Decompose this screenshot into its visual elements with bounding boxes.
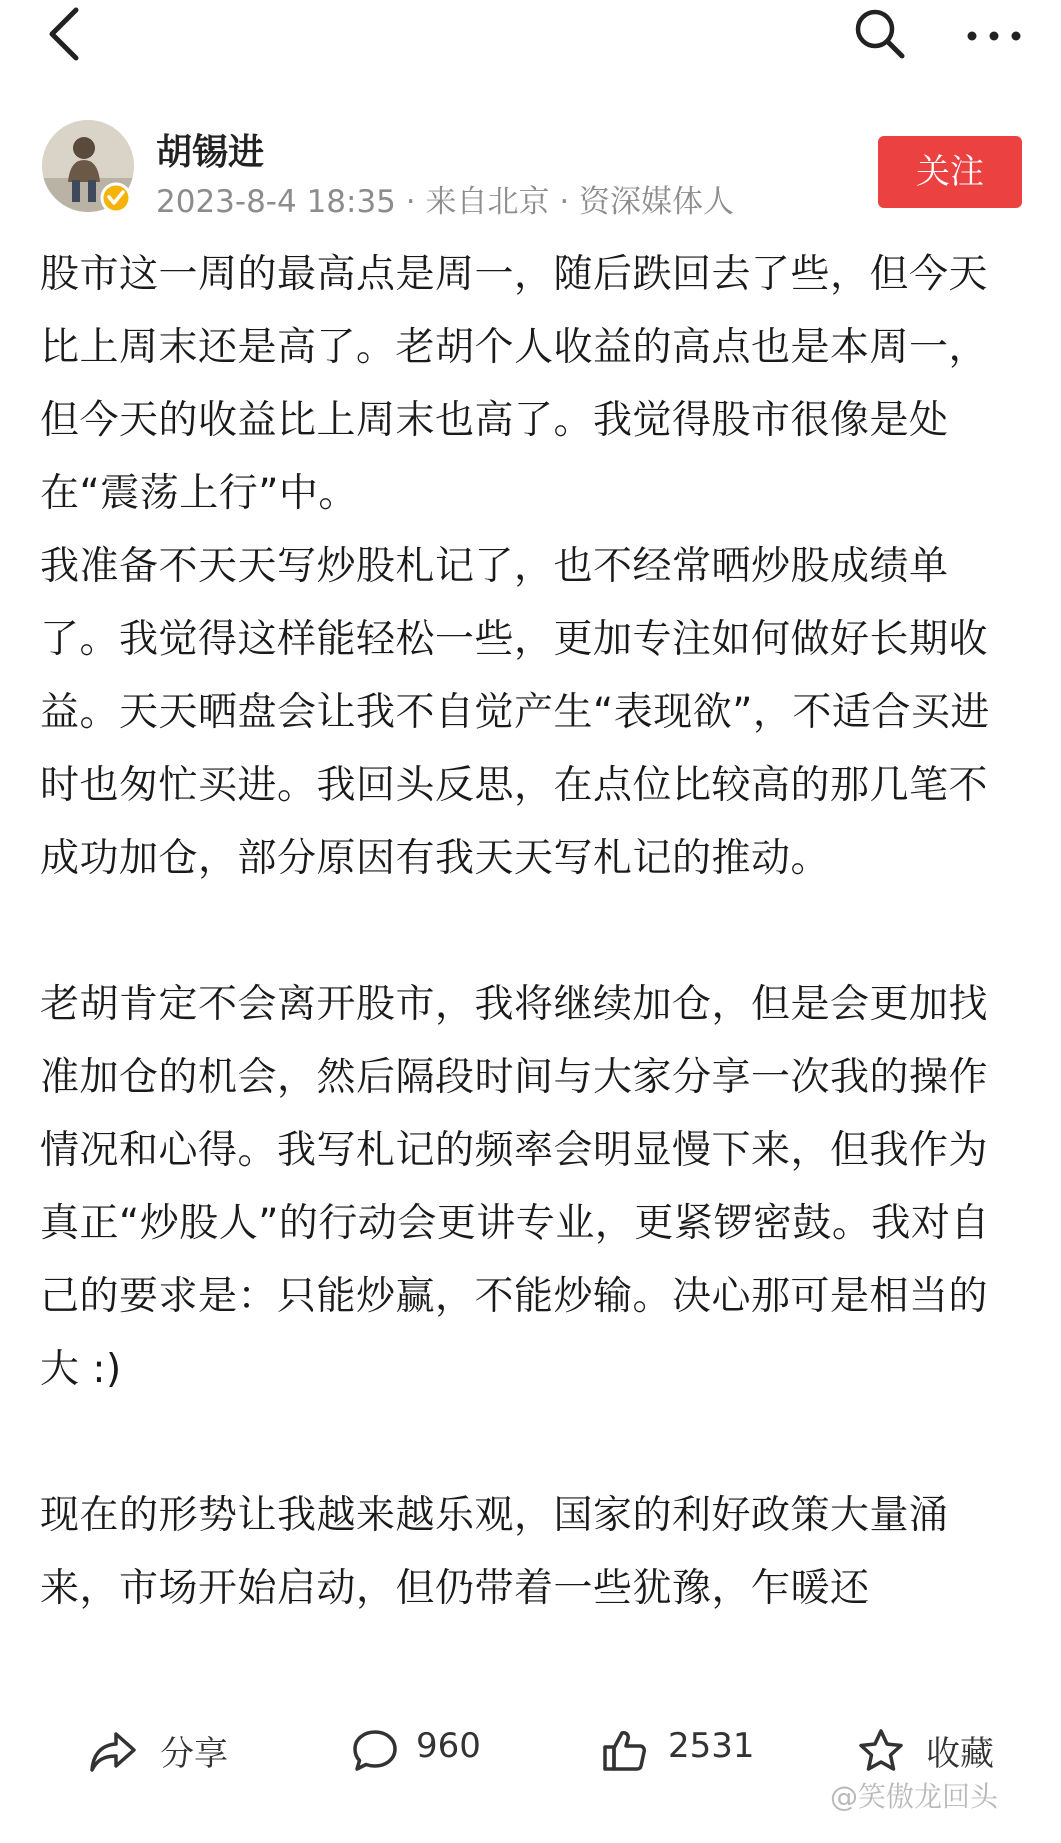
paragraph-spacer: [40, 1406, 1025, 1479]
article-paragraph: 老胡肯定不会离开股市，我将继续加仓，但是会更加找准加仓的机会，然后隔段时间与大家分享一次我的操作情况和心得。我写札记的频率会明显慢下来，但我作为真正“炒股人”的行动会更讲专业，更紧锣密鼓。我对自己的要求是：只能炒赢，不能炒输。决心那可是相当的大 :): [40, 982, 990, 1392]
post-meta: 2023-8-4 18:35 · 来自北京 · 资深媒体人: [156, 184, 735, 220]
favorite-button[interactable]: [856, 1722, 1016, 1782]
share-button[interactable]: [88, 1722, 228, 1782]
back-arrow-icon: [40, 4, 90, 64]
article-paragraph: 我准备不天天写炒股札记了，也不经常晒炒股成绩单了。我觉得这样能轻松一些，更加专注如何做好长期收益。天天晒盘会让我不自觉产生“表现欲”，不适合买进时也匆忙买进。我回头反思，在点位比较高的那几笔不成功加仓，部分原因有我天天写札记的推动。: [40, 544, 990, 881]
verified-badge-icon: [100, 182, 132, 214]
follow-button[interactable]: 关注: [878, 136, 1022, 208]
article-paragraph: 现在的形势让我越来越乐观，国家的利好政策大量涌来，市场开始启动，但仍带着一些犹豫，乍暖还: [40, 1493, 949, 1611]
back-button[interactable]: [40, 4, 90, 64]
like-count: 2531: [668, 1726, 755, 1766]
top-nav-bar: [0, 0, 1061, 70]
share-label: 分享: [160, 1734, 228, 1774]
author-header: [0, 120, 1061, 230]
verified-badge: [100, 182, 132, 214]
author-name[interactable]: 胡锡进: [156, 132, 265, 173]
bottom-action-bar: [0, 1700, 1061, 1843]
like-button[interactable]: [600, 1722, 760, 1782]
comment-button[interactable]: [350, 1722, 490, 1782]
more-icon: [960, 8, 1028, 64]
star-icon: [856, 1726, 906, 1776]
share-icon: [88, 1726, 138, 1776]
article-body: [40, 238, 1025, 1625]
article-paragraph: 股市这一周的最高点是周一，随后跌回去了些，但今天比上周末还是高了。老胡个人收益的高点也是本周一，但今天的收益比上周末也高了。我觉得股市很像是处在“震荡上行”中。: [40, 252, 989, 516]
paragraph-spacer: [40, 895, 1025, 968]
favorite-label: 收藏: [926, 1734, 994, 1774]
watermark: @笑傲龙回头: [830, 1780, 999, 1813]
comment-count: 960: [416, 1726, 481, 1766]
search-button[interactable]: [852, 6, 908, 62]
thumbs-up-icon: [600, 1726, 650, 1776]
comment-icon: [350, 1726, 400, 1776]
search-icon: [852, 6, 908, 62]
more-options-button[interactable]: [960, 8, 1028, 64]
